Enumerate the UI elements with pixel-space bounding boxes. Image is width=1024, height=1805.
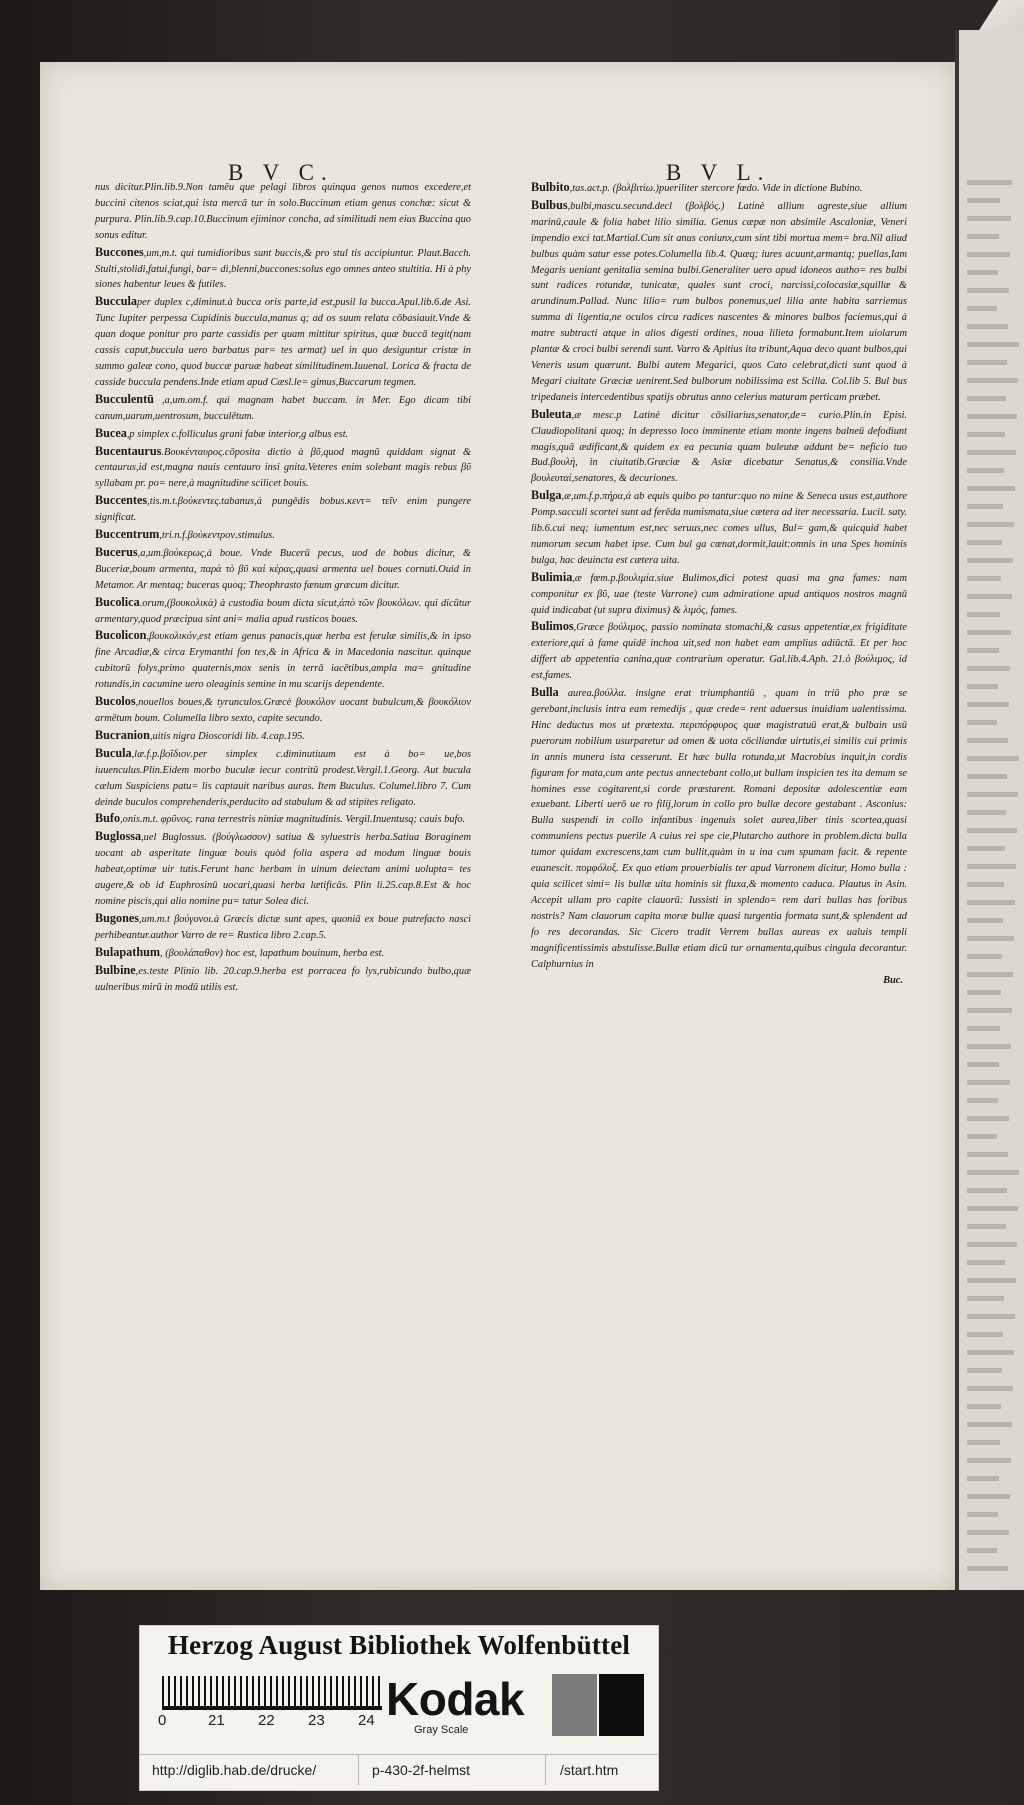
dictionary-entry <box>531 198 907 406</box>
entry-text: ,es.teste Plinio lib. 20.cap.9.herba est porracea fo lys,rubicundo bulbo,quæ uulneribus mirū in modū utilis est. <box>95 965 471 993</box>
dictionary-entry <box>95 728 471 745</box>
entry-text: ,onis.m.t. φρῦνος. rana terrestris nimiæ magnitudinis. Vergil.Inuentusq; cauis bufo. <box>120 814 466 826</box>
ghost-text-line <box>967 234 999 239</box>
ruler-numbers <box>158 1712 398 1729</box>
ghost-text-line <box>967 540 1002 545</box>
ghost-text-line <box>967 1026 1000 1031</box>
dictionary-entry <box>95 545 471 594</box>
entry-headword: Bucula <box>95 745 132 760</box>
ghost-text-line <box>967 594 1012 599</box>
entry-headword: Buccentes <box>95 493 148 508</box>
entry-headword: Bucentaurus <box>95 443 162 458</box>
ghost-text-line <box>967 684 998 689</box>
entry-text: ,æ mesc.p Latinè dicitur cōsiliarius,senator,de= curio.Plin.in Episi. Claudiopolitani quoq; in depresso loco imminente etiam monte ingens balneū defodiunt magis,quā ædificant,& quidem ex ea pecunia quam buleutæ addunt be= neficio tuo Bud.βουλὴ, in ciuitatib.Græciæ & Asiæ dicebatur Senatus,& consilia.Vnde βουλευταί,senatores, & decuriones. <box>531 409 907 485</box>
ghost-text-line <box>967 1260 1005 1265</box>
ghost-text-line <box>967 1062 999 1067</box>
entry-text: ,bulbi,mascu.secund.decl (βολβός.) Latinè allium agreste,siue allium marinū,caule & folia habet lilio similia. Genus cæpæ non absimile Ascaloniæ, Veneri impendio exci tat.Martial.Cum sit anus coniunx,cum sint tibi mortua mem= bra.Nil aliud bulbus quàm satur esse potes.Columella lib.4. Quæq; iures acuunt,armantq; puellas,Iam Megaris ueniant genitalia semina bulbi.Generaliter uero apud idoneos autho= res bulbi sunt radices rotundæ, tunicatæ, quales sunt croci, narcissi,colocasiæ,squillæ & arundinum.Pallad. Nunc lilio= rum bulbos ponemus,uel lilia ante habita sarriemus summa di ligentia,ne oculos circa radices nascentes & minores bulbos faciemus,qui à matre subtracti atque in alios digesti ordines, noua lilieta formabunt.Item uiolarum plantæ & croci bulbi serendi sunt. Varro & Apitius ita tribunt,Aqua deco quant bulbos,qui Veneris usum quærunt. Bulbi autem Megarici, quos Cato celebrat,dicti sunt quod à Megari ciuitate Græciæ uenirent.Sed bulborum nobilissima est Scilla. Col.lib 5. Bul bus tripedaneis intercedentibus spatijs obrutus anno celerius maturam perticam præbet. <box>531 200 907 403</box>
color-calibration-card <box>140 1626 658 1790</box>
ghost-text-line <box>967 306 997 311</box>
entry-text: ,tas.act.p. (βολβιτίω.)pueriliter stercore fœdo. Vide in dictione Bubino. <box>569 183 863 194</box>
ghost-text-line <box>967 720 997 725</box>
entry-headword: Bulga <box>531 488 562 503</box>
entry-text: ,tis.m.t.βούκεντες.tabanus,à pungēdis bobus.κεντ= τεῖν enim pungere significat. <box>95 496 471 524</box>
dictionary-entry <box>95 527 471 544</box>
ghost-text-line <box>967 1458 1011 1463</box>
ghost-text-line <box>967 702 1009 707</box>
url-right-link[interactable]: /start.htm <box>560 1762 619 1778</box>
ghost-text-line <box>967 1494 1010 1499</box>
running-header-left: B V C. <box>228 160 334 185</box>
dictionary-entry <box>95 829 471 910</box>
ghost-text-line <box>967 810 1006 815</box>
dictionary-entry <box>95 963 471 996</box>
ruler-number: 21 <box>208 1712 225 1729</box>
url-left-link[interactable]: http://diglib.hab.de/drucke/ <box>152 1762 317 1778</box>
ghost-text-line <box>967 612 1000 617</box>
dictionary-entry <box>95 746 471 811</box>
entry-headword: Buglossa <box>95 829 142 844</box>
entry-headword: Bulimia <box>531 569 573 584</box>
entry-text: ,tri.n.f.βούκεντρον.stimulus. <box>159 530 275 542</box>
ghost-text-line <box>967 1350 1014 1355</box>
ghost-text-line <box>967 1548 997 1553</box>
ghost-text-line <box>967 198 1000 203</box>
ghost-text-line <box>967 666 1010 671</box>
ghost-text-line <box>967 378 1018 383</box>
ruler-number: 24 <box>358 1712 375 1729</box>
ghost-text-line <box>967 432 1005 437</box>
book-page <box>40 62 955 1590</box>
left-column <box>95 180 471 996</box>
ghost-text-line <box>967 648 999 653</box>
entry-headword: Bufo <box>95 811 121 826</box>
running-header-right: B V L. <box>666 160 771 185</box>
dictionary-entry <box>95 493 471 526</box>
ruler-number: 0 <box>158 1712 167 1729</box>
ghost-text-line <box>967 828 1017 833</box>
ruler-scale <box>162 1676 382 1706</box>
entry-headword: Bulla <box>531 685 559 700</box>
dictionary-entry <box>95 595 471 628</box>
ruler-number: 23 <box>308 1712 325 1729</box>
ghost-text-line <box>967 450 1016 455</box>
entry-headword: Bucerus <box>95 544 138 559</box>
entry-headword: Bucea <box>95 425 127 440</box>
ghost-text-line <box>967 1080 1010 1085</box>
ghost-text-line <box>967 468 1004 473</box>
dictionary-entry <box>531 685 907 972</box>
entry-text: ,a,um.om.f. qui magnam habet buccam. in Mer. Ego dicam tibi canum,uarum,uentrosum, bucculētum. <box>95 394 471 422</box>
entry-headword: Bulbine <box>95 962 136 977</box>
entry-text: ,uitis nigra Dioscoridi lib. 4.cap.195. <box>149 730 305 742</box>
ghost-text-line <box>967 738 1008 743</box>
entry-text: ,um,m.t. qui tumidioribus sunt buccis,& pro stul tis accipiuntur. Plaut.Bacch. Stulti,stolidi,fatui,fungi, bar= di,blenni,buccones:solus ego omnes anteo stultitia. Hi à phy siones habentur leues & futiles. <box>95 247 471 291</box>
ghost-text-line <box>967 1116 1009 1121</box>
ghost-text-line <box>967 1242 1017 1247</box>
entry-headword: Bulapathum <box>95 944 161 959</box>
ghost-text-line <box>967 1422 1012 1427</box>
ghost-text-line <box>967 1440 1000 1445</box>
dictionary-entry <box>531 488 907 569</box>
entry-headword: Buleuta <box>531 406 572 421</box>
ghost-text-line <box>967 1512 998 1517</box>
entry-headword: Bucolos <box>95 694 136 709</box>
ghost-text-line <box>967 1044 1011 1049</box>
ghost-text-line <box>967 990 1001 995</box>
entry-headword: Buccula <box>95 294 137 309</box>
ghost-text-line <box>967 504 1003 509</box>
dictionary-entry <box>95 245 471 294</box>
ghost-text-line <box>967 882 1004 887</box>
ghost-text-line <box>967 1404 1001 1409</box>
ghost-text-line <box>967 270 998 275</box>
catchword: Buc. <box>883 975 903 987</box>
ghost-text-line <box>967 1278 1016 1283</box>
entry-text: .orum,(βουκολικὰ) à custodia boum dicta sicut,ἀπὸ τῶν βουκόλων. qui dicūtur armentary,quod præcipua sint ani= malia apud rusticos boues. <box>95 597 471 625</box>
entry-headword: Bulimos <box>531 619 574 634</box>
ghost-text-line <box>967 486 1015 491</box>
entry-headword: Bugones <box>95 910 140 925</box>
black-patch <box>599 1674 644 1736</box>
entry-text: aurea.βούλλα. insigne erat triumphantiū , quam in triū pho præ se gerebant,inclusis intra eam remedijs , quæ crede= rent aduersus inuidiam ualentissima. Hinc deductus mos ut prætexta. περιπόρφυρος quæ magistratuū erat,& bulbain usū puerorum nobilium usurparetur ad omen & uota cōciliandæ uirtutis,ei similis cui primis in annis munera ista cesserunt. Et hæc bulla rotunda,ut Macrobius inquit,in cordis figuram for mata,cum ante pectus annectebant collo,ut bullam inspicien tes ita demum se homines esse cogitarent,si corde præstarent. Romani depositæ adolescentiæ eam exuebant. Liberti uerō ue ro filij,lorum in collo pro bullæ decore gestabant . Asconius: Bulla suspendi in collo infantibus ingenuis solet aurea,liber tinis scortea,quasi communiens pectus puerile A cuius rei spe cie,Plutarcho authore in problem.dicta bulla tumor quidam excrescens,tam cum bullit,quàm in u ina cum spumam facit. & repente euanescit. πομφόλυξ. Ex quo etiam prouerbialis ter apud Varronem dicitur, Homo bulla : quia scilicet simi= lis bullæ uita hominis sit fluxa,& momento caduca. Plautus in Asin. Accepit ullam pro capite clauorū: Iussisti in splendo= rem dari bullas has foribus nostris? Nam clauorum capita moræ bullæ quasi turgentia formata sunt,& splendent ad fo res decorandas. Sic Cicero tradit Verrem bullas aureas ex ualuis templi magnificentissimis abstulisse.Bullæ etiam dicū tur ornamenta,quibus cingula decorantur. Calphurnius in <box>531 688 907 970</box>
entry-text: , (βουλάπαθον) hoc est, lapathum bouinum, herba est. <box>160 947 385 959</box>
library-name: Herzog August Bibliothek Wolfenbüttel <box>167 1630 631 1660</box>
ghost-text-line <box>967 1368 1002 1373</box>
ghost-text-line <box>967 252 1010 257</box>
entry-text: ,Græce βούλιμος, passio nominata stomachi,& casus appetentiæ,ex frigiditate exteriore,qui à fame quidē inchoa uit,sed non habet eam amplius adiūctā. Et per hoc differt ab appetentia canina,quæ contrarium operatur. Gal.lib.4.Aph. 21.ὁ βούλιμος, id est,fames. <box>531 622 907 682</box>
dictionary-entry <box>531 570 907 619</box>
ghost-text-line <box>967 522 1014 527</box>
adjacent-page-edge <box>955 30 1024 1590</box>
ghost-text-line <box>967 630 1011 635</box>
entry-headword: Bulbito <box>531 180 570 194</box>
ghost-text-line <box>967 1224 1006 1229</box>
entry-text: ,a,um.βούκερως,à boue. Vnde Bucerū pecus, uod de bobus dicitur, & Buceriæ,boum armenta, παρὰ τὸ βῦ καὶ κέρας,quasi armenta uel boues cornuti.Ouid in Metamor. Ar mentaq; buceras quoq; Theophrasto fænum græcum dicitur. <box>95 547 471 591</box>
ghost-text-line <box>967 1386 1013 1391</box>
kodak-logo: Kodak <box>386 1673 525 1725</box>
ghost-text-line <box>967 396 1006 401</box>
dictionary-entry <box>95 811 471 828</box>
ghost-text-line <box>967 576 1001 581</box>
entry-text: ,æ fœm.p.βουλιμία.siue Bulimos,dici potest quasi ma gna fames: nam componitur ex βῦ, uae (teste Varrone) cum admiratione apud antiquos nostros magnū quid indicabat (ut supra diximus) & λιμός, fames. <box>531 572 907 616</box>
dictionary-entry <box>95 426 471 443</box>
entry-headword: Buccones <box>95 244 144 259</box>
dictionary-entry <box>531 619 907 684</box>
entry-headword: Bucranion <box>95 727 150 742</box>
ghost-text-line <box>967 1008 1012 1013</box>
gray-scale-label: Gray Scale <box>414 1724 469 1736</box>
ghost-text-line <box>967 180 1012 185</box>
ghost-text-line <box>967 774 1007 779</box>
dictionary-entry <box>95 294 471 390</box>
entry-text: .Βουκένταυρος.cōposita dictio à βῦ,quod magnū quiddam signat & centaurus,id est,magna nauis centauro insi gnita.Veteres enim solebant magis rebus βῦ syllabam pr. po= nere,à magnitudine scilicet bouis. <box>95 446 471 490</box>
ghost-text-line <box>967 1332 1003 1337</box>
gray-patch <box>552 1674 597 1736</box>
entry-text: ,βουκολικόν,est etiam genus panacis,quæ herba est ferulæ similis,& in ipso fine Arcadiæ,& circa Erymanthi fon tes,& in Africa & in Macedonia nascitur. quinque cubitorū folys,primo quaternis,mox senis in terrā iacētibus,ampla ma= gnitudine rotundis,in cacumine uero oleaginis semine in mu scarijs dependente. <box>95 631 471 691</box>
ghost-text-line <box>967 972 1013 977</box>
entry-text: ,uel Buglossus. (βούγλωσσον) satiua & syluestris herba.Satiua Boraginem uocant ab asperitate linguæ bouis quòd folia aspera ad modum linguæ bouis habeat,optimæ uir tutis.Ferunt hanc herbam in uinum deiectam animi uolupta= tes augere,& ob id Euphrosinū uocari,quasi herba lætificās. Plin li.25.cap.8.Est & hoc nomine piscis,qui alio nomine pu= tatur Solea dici. <box>95 832 471 907</box>
entry-text: ,um.m.t βούγονοι.à Græcis dictæ sunt apes, quoniā ex boue putrefacto nasci perhibeantur.author Varro de re= Rustica libro 2.cap.5. <box>95 913 471 941</box>
ghost-text-line <box>967 1188 1007 1193</box>
ghost-text-line <box>967 1134 997 1139</box>
ghost-text-line <box>967 792 1018 797</box>
dictionary-entry <box>95 694 471 727</box>
ghost-text-line <box>967 414 1017 419</box>
dictionary-entry <box>95 628 471 693</box>
entry-headword: Bucolicon <box>95 628 147 643</box>
url-divider <box>545 1755 546 1785</box>
ghost-text-line <box>967 954 1002 959</box>
ghost-text-line <box>967 1314 1015 1319</box>
ghost-text-line <box>967 1566 1008 1571</box>
ghost-text-line <box>967 1530 1009 1535</box>
dictionary-entry <box>531 180 907 197</box>
entry-text: ,læ.f.p.βοΐδιον.per simplex c.diminutiuum est à bo= ue,bos iuuenculus.Plin.Eidem morbo buculæ iecur contritū prodest.Vergil.1.Georg. Aut bucula cælum Suspiciens patu= lis captauit naribus auras. Item Buculus. Columel.libro 7. Cum deinde buculos comprehenderis,perducito ad stabulum & ad stipites religato. <box>95 748 471 808</box>
ghost-text-line <box>967 1206 1018 1211</box>
url-divider <box>358 1755 359 1785</box>
dictionary-entry <box>95 945 471 962</box>
ghost-text-line <box>967 558 1013 563</box>
dictionary-entry <box>95 911 471 944</box>
ghost-text-line <box>967 216 1011 221</box>
ghost-text-line <box>967 324 1008 329</box>
entry-text: ,nouellos boues,& tyrunculos.Græcè βουκόλον uocant bubulcum,& βουκόλιον armētum boum. Columella libro sexto, capite secundo. <box>95 697 471 724</box>
dictionary-entry <box>531 407 907 488</box>
entry-text: ,p simplex c.folliculus grani fabæ interior,g albus est. <box>126 428 349 440</box>
ruler-number: 22 <box>258 1712 275 1729</box>
url-mid-link[interactable]: p-430-2f-helmst <box>372 1762 471 1778</box>
ghost-text-line <box>967 1170 1019 1175</box>
entry-text: ,æ,um.f.p.πήρα,ἀ ab equis quibo po tantur:quo no mine & Seneca usus est,authore Pomp.sacculi scortei sunt ad ferēda numismata,siue cætera ad iter necessaria. Lucil. saty. lib.6.cui neq; iumentum est,nec seruus,nec comes ullus, Bul= gam,& quicquid habet numorum secum habet ipse. Cum bul ga cœnat,dormit,lauit:omnis in una Spes hominis bulga, hac deuincta est cætera uita. <box>531 491 907 566</box>
ghost-text-line <box>967 288 1009 293</box>
entry-text: nus dicitur.Plin.lib.9.Non tamēu que pelagi libros quinqua genos numos excedere,et buccini citenos sciat,qui ista mercā tur in solo.Buccinum etiam genus conchæ: sicut & purpura. Plin.lib.9.cap.10.Buccinum ejiminor concha, ad similitudi nem eius Buccina quo sonus editur. <box>95 182 471 241</box>
entry-headword: Buccentrum <box>95 527 160 542</box>
entry-headword: Bucculentū <box>95 391 154 406</box>
ghost-text-line <box>967 1296 1004 1301</box>
ghost-text-line <box>967 360 1007 365</box>
dictionary-entry <box>95 444 471 493</box>
ghost-text-line <box>967 936 1014 941</box>
ghost-text-line <box>967 1152 1008 1157</box>
ghost-text-line <box>967 900 1015 905</box>
ghost-text-line <box>967 918 1003 923</box>
ghost-text-line <box>967 756 1019 761</box>
ghost-text-line <box>967 1098 998 1103</box>
dictionary-entry <box>95 180 471 244</box>
entry-headword: Bulbus <box>531 197 568 212</box>
ghost-text-line <box>967 864 1016 869</box>
entry-text: per duplex c,diminut.à bucca oris parte,id est,pusil la bucca.Apul.lib.6.de Asi. Tunc Iupiter perpessa Cupidinis buccula,manus q; ad os suum relata cōbasiauit.Vnde & quan doque ponitur pro parte cassidis per quam mittitur spiritus, quæ buccā tegit(nam cassis caput,buccula uero barbatus par= tes armat) uel in quo desiguntur cristæ in summo galeæ cono, quod buccæ paruæ habeat similitudinem.Iuuenal. Lorica & fracta de casside buccula pendens.Inde etiam apud Cæsl.le= gimus,Buccarum tegmen. <box>95 297 471 388</box>
url-row <box>140 1754 658 1785</box>
dictionary-entry <box>95 392 471 425</box>
entry-headword: Bucolica <box>95 594 140 609</box>
ghost-text-line <box>967 846 1005 851</box>
right-column <box>531 180 907 989</box>
ghost-text-line <box>967 1476 999 1481</box>
ghost-text-line <box>967 342 1019 347</box>
